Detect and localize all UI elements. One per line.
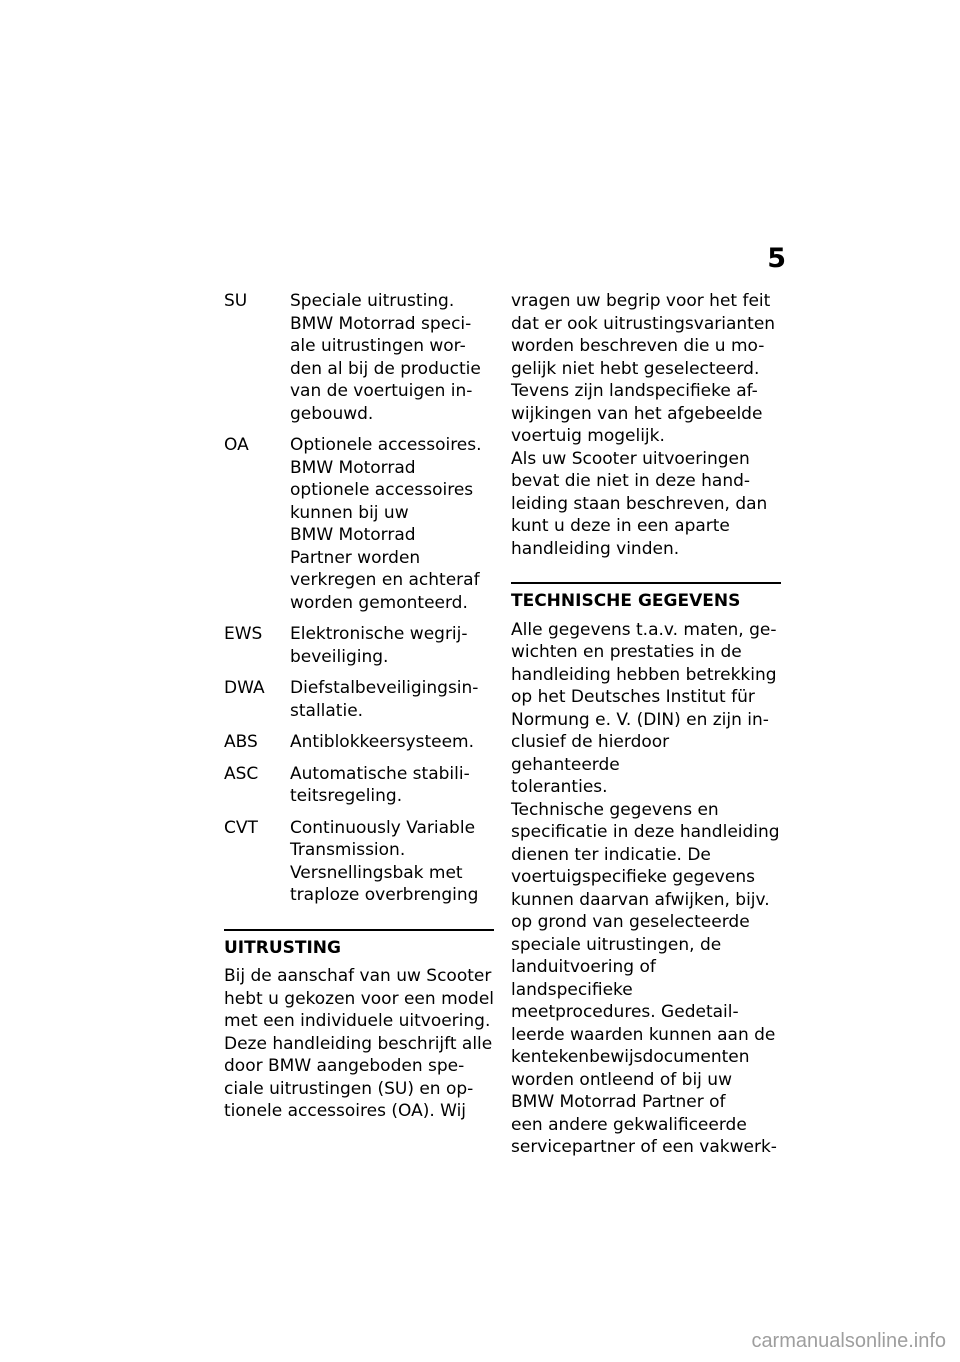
page-number: 5 bbox=[767, 243, 786, 274]
text-line: kentekenbewijsdocumenten bbox=[511, 1047, 750, 1067]
abbreviation-description bbox=[290, 290, 494, 425]
abbreviation-row bbox=[224, 290, 494, 425]
text-line: Partner worden bbox=[290, 547, 421, 568]
abbreviation-key: SU bbox=[224, 291, 248, 311]
right-paragraph-2 bbox=[511, 448, 781, 561]
text-line: kunnen bij uw bbox=[290, 502, 409, 523]
text-line: van de voertuigen in- bbox=[290, 381, 473, 401]
text-line: landuitvoering of landspecifieke bbox=[511, 957, 656, 1000]
text-line: Versnellingsbak met bbox=[290, 862, 463, 883]
text-line: BMW Motorrad speci- bbox=[290, 313, 472, 334]
text-line: Technische gegevens en bbox=[511, 799, 719, 820]
text-line: Optionele accessoires. bbox=[290, 435, 482, 455]
abbreviation-description bbox=[290, 817, 494, 907]
text-line: worden gemonteerd. bbox=[290, 592, 468, 613]
text-line: Continuously Variable bbox=[290, 817, 476, 838]
text-line: bevat die niet in deze hand- bbox=[511, 471, 751, 491]
text-line: kunnen daarvan afwijken, bijv. bbox=[511, 889, 770, 910]
text-line: handleiding vinden. bbox=[511, 538, 680, 559]
text-line: BMW Motorrad Partner of bbox=[511, 1092, 726, 1112]
text-line: traploze overbrenging bbox=[290, 885, 479, 905]
text-line: door BMW aangeboden spe- bbox=[224, 1056, 465, 1076]
abbreviation-description bbox=[290, 731, 494, 754]
text-line: Elektronische wegrij- bbox=[290, 624, 468, 644]
text-line: kunt u deze in een aparte bbox=[511, 516, 730, 536]
abbreviation-description bbox=[290, 623, 494, 668]
technical-paragraph-2 bbox=[511, 799, 781, 1159]
text-line: Antiblokkeersysteem. bbox=[290, 732, 475, 752]
text-line: voertuigspecifieke gegevens bbox=[511, 867, 755, 887]
abbreviation-key: DWA bbox=[224, 678, 265, 698]
text-line: Bij de aanschaf van uw Scooter bbox=[224, 966, 492, 986]
text-line: meetprocedures. Gedetail- bbox=[511, 1002, 739, 1022]
text-line: met een individuele uitvoering. bbox=[224, 1011, 491, 1031]
abbreviation-description bbox=[290, 677, 494, 722]
abbreviation-description bbox=[290, 763, 494, 808]
text-line: worden beschreven die u mo- bbox=[511, 336, 765, 356]
text-line: vragen uw begrip voor het feit bbox=[511, 291, 771, 311]
abbreviation-description bbox=[290, 434, 494, 614]
text-line: toleranties. bbox=[511, 777, 608, 797]
abbreviation-row bbox=[224, 623, 494, 668]
text-line: dat er ook uitrustingsvarianten bbox=[511, 313, 776, 334]
abbreviation-key: ABS bbox=[224, 732, 258, 752]
abbreviation-row bbox=[224, 817, 494, 907]
text-line: Deze handleiding beschrijft alle bbox=[224, 1033, 493, 1054]
text-line: Als uw Scooter uitvoeringen bbox=[511, 448, 750, 469]
text-line: stallatie. bbox=[290, 700, 364, 721]
section-heading-technische-gegevens: TECHNISCHE GEGEVENS bbox=[511, 582, 781, 613]
text-line: Normung e. V. (DIN) en zijn in- bbox=[511, 709, 769, 730]
text-line: op het Deutsches Institut für bbox=[511, 687, 755, 707]
text-line: leerde waarden kunnen aan de bbox=[511, 1024, 776, 1045]
text-line: ale uitrustingen wor- bbox=[290, 336, 466, 356]
text-line: Diefstalbeveiligingsin- bbox=[290, 678, 479, 698]
text-line: dienen ter indicatie. De bbox=[511, 844, 711, 865]
abbreviation-list bbox=[224, 290, 494, 907]
right-paragraph-1 bbox=[511, 290, 781, 448]
text-line: een andere gekwalificeerde bbox=[511, 1114, 747, 1135]
text-line: Alle gegevens t.a.v. maten, ge- bbox=[511, 619, 777, 640]
abbreviation-row bbox=[224, 434, 494, 614]
text-line: beveiliging. bbox=[290, 646, 389, 667]
text-line: tionele accessoires (OA). Wij bbox=[224, 1101, 467, 1121]
text-line: servicepartner of een vakwerk- bbox=[511, 1137, 777, 1157]
text-line: den al bij de productie bbox=[290, 358, 481, 379]
technical-paragraph-1 bbox=[511, 619, 781, 799]
text-line: BMW Motorrad bbox=[290, 525, 416, 545]
text-line: optionele accessoires bbox=[290, 480, 474, 500]
text-line: gebouwd. bbox=[290, 403, 374, 424]
text-line: teitsregeling. bbox=[290, 786, 403, 806]
right-column bbox=[511, 290, 781, 1159]
abbreviation-key: EWS bbox=[224, 624, 263, 644]
text-line: hebt u gekozen voor een model bbox=[224, 988, 495, 1009]
uitrusting-paragraph bbox=[224, 965, 494, 1123]
text-line: wijkingen van het afgebeelde bbox=[511, 403, 763, 424]
text-line: voertuig mogelijk. bbox=[511, 426, 665, 446]
text-line: leiding staan beschreven, dan bbox=[511, 493, 768, 514]
text-line: Automatische stabili- bbox=[290, 763, 470, 784]
text-line: handleiding hebben betrekking bbox=[511, 664, 777, 685]
text-line: gelijk niet hebt geselecteerd. bbox=[511, 358, 760, 379]
abbreviation-row bbox=[224, 731, 494, 754]
left-column bbox=[224, 290, 494, 1123]
text-line: Transmission. bbox=[290, 840, 406, 860]
text-line: speciale uitrustingen, de bbox=[511, 934, 722, 955]
text-line: specificatie in deze handleiding bbox=[511, 822, 780, 842]
text-line: wichten en prestaties in de bbox=[511, 642, 742, 662]
text-line: clusief de hierdoor gehanteerde bbox=[511, 732, 670, 775]
text-line: worden ontleend of bij uw bbox=[511, 1069, 732, 1090]
text-line: verkregen en achteraf bbox=[290, 570, 480, 590]
watermark[interactable]: carmanualsonline.info bbox=[751, 1330, 946, 1352]
abbreviation-key: ASC bbox=[224, 763, 259, 784]
abbreviation-key: CVT bbox=[224, 817, 258, 838]
abbreviation-row bbox=[224, 677, 494, 722]
abbreviation-row bbox=[224, 763, 494, 808]
text-line: Speciale uitrusting. bbox=[290, 291, 455, 311]
text-line: BMW Motorrad bbox=[290, 457, 416, 478]
text-line: op grond van geselecteerde bbox=[511, 912, 750, 932]
text-line: ciale uitrustingen (SU) en op- bbox=[224, 1078, 474, 1099]
section-heading-uitrusting: UITRUSTING bbox=[224, 929, 494, 960]
abbreviation-key: OA bbox=[224, 435, 249, 455]
text-line: Tevens zijn landspecifieke af- bbox=[511, 381, 758, 401]
